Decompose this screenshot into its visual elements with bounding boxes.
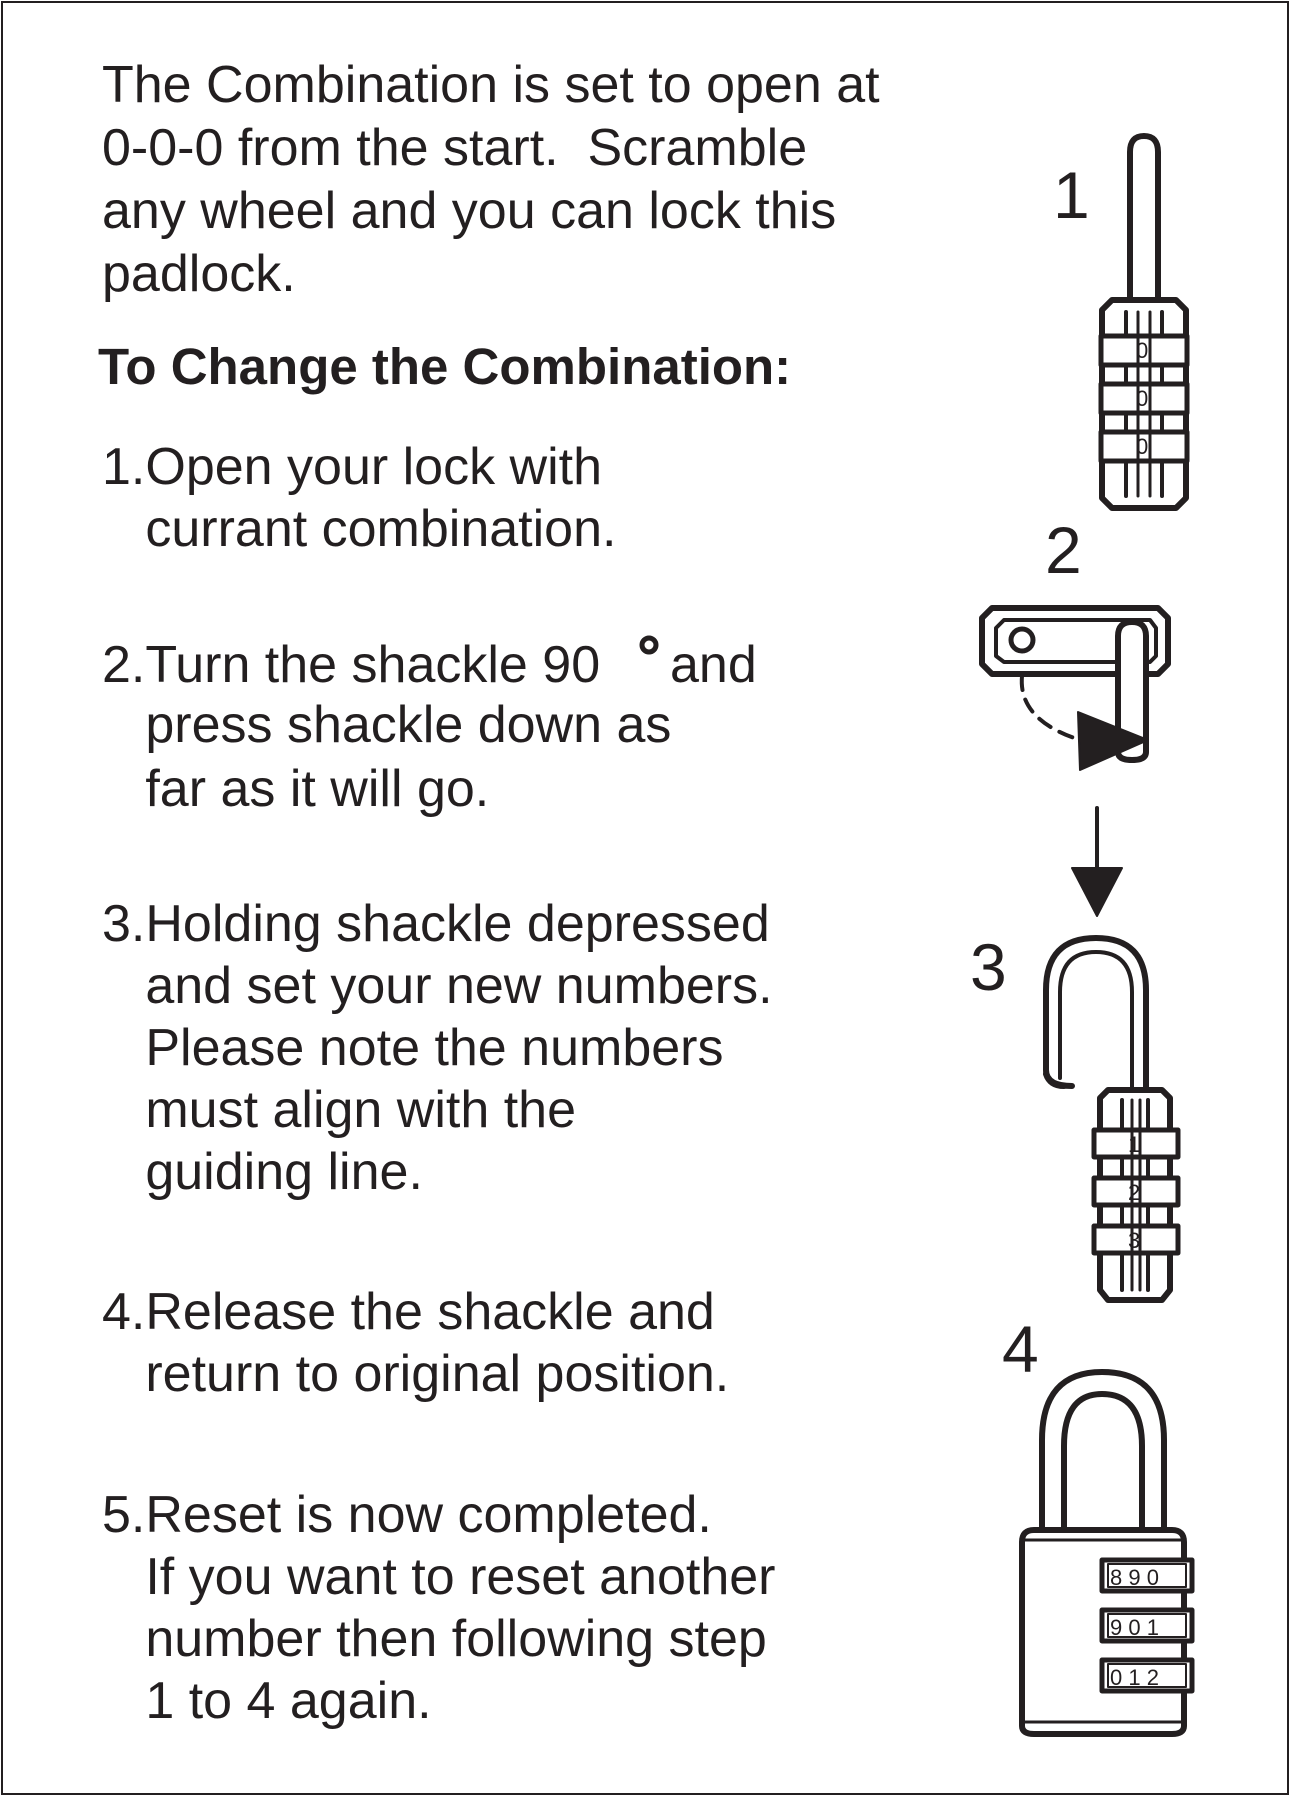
- degree-symbol-icon: [642, 638, 656, 652]
- step-3-line-2: and set your new numbers.: [102, 957, 773, 1015]
- intro-line-4: padlock.: [102, 245, 296, 303]
- step-5-line-3: number then following step: [102, 1610, 767, 1668]
- step-2-line-2: press shackle down as: [102, 696, 672, 754]
- fig4-wheel-2-digits: 9 0 1: [1110, 1615, 1159, 1640]
- figure-1-number: 1: [1053, 158, 1090, 232]
- intro-line-1: The Combination is set to open at: [102, 56, 880, 114]
- step-2-degree-suffix: and: [670, 636, 757, 694]
- figure-2-number: 2: [1045, 513, 1082, 587]
- figure-3-set-numbers-icon: [970, 930, 1178, 1300]
- figure-2-rotate-shackle-icon: [982, 513, 1168, 770]
- step-3-line-1: 3.Holding shackle depressed: [102, 895, 770, 953]
- figure-4-number: 4: [1002, 1312, 1039, 1386]
- step-3-line-4: must align with the: [102, 1081, 576, 1139]
- figure-1-lock-closed-icon: [1053, 136, 1187, 508]
- figure-4-lock-reset-icon: [1002, 1312, 1192, 1734]
- step-4-line-2: return to original position.: [102, 1345, 730, 1403]
- fig3-wheel-1-digit: 1: [1128, 1132, 1141, 1157]
- fig3-wheel-3-digit: 3: [1128, 1228, 1141, 1253]
- step-5-line-4: 1 to 4 again.: [102, 1672, 432, 1730]
- fig1-wheel-2-digit: 0: [1136, 386, 1149, 411]
- step-1-line-1: 1.Open your lock with: [102, 438, 603, 496]
- intro-line-3: any wheel and you can lock this: [102, 182, 837, 240]
- step-3-line-3: Please note the numbers: [102, 1019, 724, 1077]
- step-1-line-2: currant combination.: [102, 500, 617, 558]
- down-arrow-icon: [1072, 808, 1122, 916]
- step-2-line-3: far as it will go.: [102, 760, 490, 818]
- step-2-line-1: 2.Turn the shackle 90: [102, 636, 601, 694]
- fig4-wheel-1-digits: 8 9 0: [1110, 1565, 1159, 1590]
- section-heading: To Change the Combination:: [98, 338, 792, 395]
- step-4-line-1: 4.Release the shackle and: [102, 1283, 715, 1341]
- fig4-wheel-3-digits: 0 1 2: [1110, 1665, 1159, 1690]
- fig1-wheel-1-digit: 0: [1136, 338, 1149, 363]
- intro-line-2: 0-0-0 from the start. Scramble: [102, 119, 808, 177]
- figure-3-number: 3: [970, 930, 1007, 1004]
- step-3-line-5: guiding line.: [102, 1143, 423, 1201]
- step-5-line-2: If you want to reset another: [102, 1548, 776, 1606]
- fig3-wheel-2-digit: 2: [1128, 1180, 1141, 1205]
- fig1-wheel-3-digit: 0: [1136, 434, 1149, 459]
- step-5-line-1: 5.Reset is now completed.: [102, 1486, 712, 1544]
